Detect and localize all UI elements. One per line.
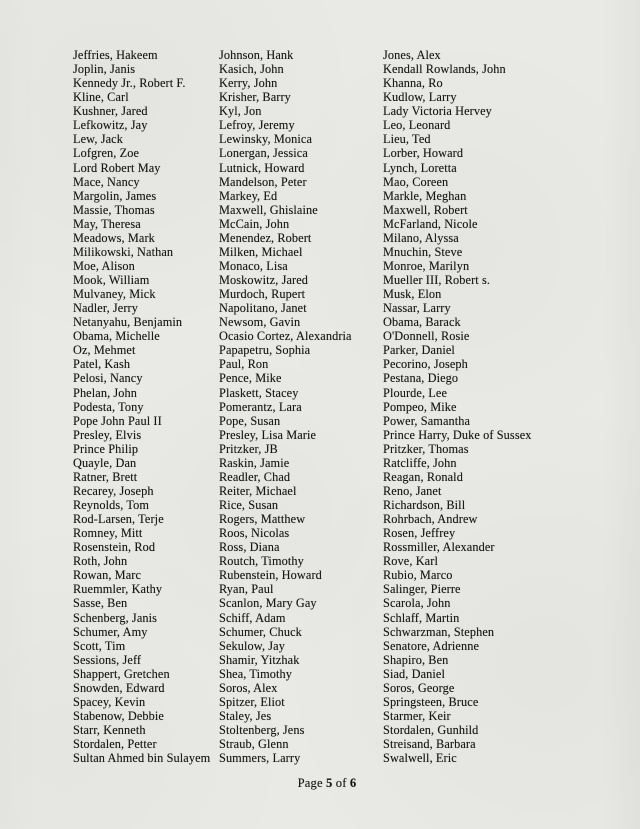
list-item: Sekulow, Jay [219, 638, 285, 653]
list-item: Pompeo, Mike [383, 399, 457, 414]
list-item: Monroe, Marilyn [383, 258, 470, 273]
name-list-column-2 [219, 48, 352, 765]
list-item: Scanlon, Mary Gay [219, 596, 317, 611]
list-item: Rowan, Marc [73, 568, 142, 583]
list-item: Prince Philip [73, 441, 139, 456]
footer-page-number: 5 [326, 776, 333, 790]
list-item: Massie, Thomas [73, 202, 155, 217]
page-footer [0, 776, 640, 791]
list-item: Soros, George [383, 680, 455, 695]
list-item: Rosen, Jeffrey [383, 526, 456, 541]
list-item: O'Donnell, Rosie [383, 329, 470, 344]
list-item: Menendez, Robert [219, 230, 312, 245]
list-item: Swalwell, Eric [383, 751, 457, 766]
list-item: Monaco, Lisa [219, 258, 288, 273]
list-item: Sultan Ahmed bin Sulayem [73, 751, 211, 766]
list-item: Plourde, Lee [383, 385, 448, 400]
list-item: Straub, Glenn [219, 737, 289, 752]
list-item: Reagan, Ronald [383, 469, 463, 484]
list-item: Milikowski, Nathan [73, 244, 174, 259]
list-item: Jones, Alex [383, 48, 441, 62]
list-item: Paul, Ron [219, 357, 269, 372]
list-item: Rubio, Marco [383, 568, 453, 583]
list-item: Maxwell, Ghislaine [219, 202, 318, 217]
list-item: Khanna, Ro [383, 76, 443, 91]
list-item: Patel, Kash [73, 357, 131, 372]
footer-total-pages: 6 [349, 776, 357, 790]
list-item: Snowden, Edward [73, 680, 165, 695]
list-item: Mueller III, Robert s. [383, 273, 491, 287]
list-item: Recarey, Joseph [73, 483, 154, 498]
footer-of-word: of [335, 776, 347, 790]
list-item: Lutnick, Howard [219, 160, 305, 175]
list-item: Kerry, John [219, 76, 278, 91]
list-item: Mace, Nancy [73, 174, 140, 189]
list-item: Presley, Elvis [73, 427, 142, 442]
list-item: Johnson, Hank [219, 48, 294, 62]
list-item: Nadler, Jerry [73, 301, 138, 316]
list-item: Milano, Alyssa [383, 230, 459, 245]
list-item: Sasse, Ben [73, 596, 128, 611]
list-item: Spacey, Kevin [73, 694, 146, 709]
list-item: Scarola, John [383, 596, 451, 611]
list-item: Musk, Elon [383, 287, 442, 302]
list-item: McCain, John [219, 216, 290, 231]
list-item: Markle, Meghan [383, 188, 467, 203]
list-item: Rogers, Matthew [219, 512, 306, 527]
list-item: Schumer, Chuck [219, 624, 302, 639]
list-item: Moe, Alison [73, 258, 135, 273]
list-item: Kendall Rowlands, John [383, 62, 506, 77]
list-item: Lonergan, Jessica [219, 146, 308, 161]
list-item: Margolin, James [73, 188, 157, 203]
list-item: Mook, William [73, 273, 150, 287]
list-item: Moskowitz, Jared [219, 273, 309, 287]
list-item: Obama, Barack [383, 315, 461, 330]
list-item: Murdoch, Rupert [219, 287, 306, 302]
list-item: Lorber, Howard [383, 146, 464, 161]
list-item: Ratcliffe, John [383, 455, 457, 470]
list-item: Parker, Daniel [383, 343, 455, 358]
list-item: Kasich, John [219, 62, 284, 77]
list-item: Ross, Diana [219, 540, 280, 555]
list-item: Shappert, Gretchen [73, 666, 170, 681]
list-item: Power, Samantha [383, 413, 471, 428]
list-item: Rohrbach, Andrew [383, 512, 478, 527]
list-item: Schenberg, Janis [73, 610, 158, 625]
list-item: Summers, Larry [219, 751, 301, 766]
list-item: Soros, Alex [219, 680, 278, 695]
list-item: Presley, Lisa Marie [219, 427, 317, 442]
list-item: Mandelson, Peter [219, 174, 307, 189]
list-item: Shapiro, Ben [383, 652, 449, 667]
list-item: Shamir, Yitzhak [219, 652, 300, 667]
name-list-column-1 [73, 48, 210, 765]
list-item: Senatore, Adrienne [383, 638, 480, 653]
list-item: Spitzer, Eliot [219, 694, 285, 709]
list-item: Leo, Leonard [383, 118, 451, 133]
list-item: Kline, Carl [73, 90, 129, 105]
list-item: Pope John Paul II [73, 413, 162, 428]
list-item: Stordalen, Petter [73, 737, 157, 752]
list-item: Pritzker, Thomas [383, 441, 469, 456]
list-item: Stoltenberg, Jens [219, 723, 305, 737]
list-item: Reno, Janet [383, 483, 442, 498]
list-item: Kyl, Jon [219, 104, 262, 119]
list-item: Schwarzman, Stephen [383, 624, 495, 639]
list-item: Schlaff, Martin [383, 610, 460, 625]
name-list-column-3 [383, 48, 532, 765]
list-item: Ocasio Cortez, Alexandria [219, 329, 352, 344]
list-item: Netanyahu, Benjamin [73, 315, 183, 330]
list-item: Readler, Chad [219, 469, 291, 484]
list-item: Rossmiller, Alexander [383, 540, 495, 555]
list-item: Schumer, Amy [73, 624, 148, 639]
list-item: Starmer, Keir [383, 708, 451, 723]
list-item: Milken, Michael [219, 244, 303, 259]
list-item: Springsteen, Bruce [383, 694, 479, 709]
list-item: Rove, Karl [383, 554, 438, 569]
list-item: Lieu, Ted [383, 132, 431, 147]
list-item: Mulvaney, Mick [73, 287, 156, 302]
list-item: Mnuchin, Steve [383, 244, 463, 259]
list-item: Schiff, Adam [219, 610, 286, 625]
list-item: Phelan, John [73, 385, 138, 400]
list-item: Krisher, Barry [219, 90, 291, 105]
list-item: Starr, Kenneth [73, 723, 146, 737]
list-item: Scott, Tim [73, 638, 126, 653]
list-item: Oz, Mehmet [73, 343, 136, 358]
list-item: Romney, Mitt [73, 526, 143, 541]
list-item: Nassar, Larry [383, 301, 451, 316]
list-item: Kennedy Jr., Robert F. [73, 76, 186, 91]
list-item: Lady Victoria Hervey [383, 104, 492, 119]
list-item: Pope, Susan [219, 413, 281, 428]
list-item: Siad, Daniel [383, 666, 445, 681]
list-item: Shea, Timothy [219, 666, 293, 681]
list-item: Pestana, Diego [383, 371, 459, 386]
list-item: Routch, Timothy [219, 554, 304, 569]
list-item: Staley, Jes [219, 708, 272, 723]
list-item: Mao, Coreen [383, 174, 449, 189]
list-item: Richardson, Bill [383, 498, 466, 512]
list-item: Rod-Larsen, Terje [73, 512, 164, 527]
list-item: Rice, Susan [219, 498, 279, 512]
list-item: Lefroy, Jeremy [219, 118, 295, 133]
list-item: Papapetru, Sophia [219, 343, 311, 358]
list-item: Lofgren, Zoe [73, 146, 140, 161]
list-item: Quayle, Dan [73, 455, 137, 470]
list-item: Kushner, Jared [73, 104, 148, 119]
list-item: Reynolds, Tom [73, 498, 150, 512]
list-item: Pelosi, Nancy [73, 371, 143, 386]
list-item: Newsom, Gavin [219, 315, 301, 330]
list-item: Reiter, Michael [219, 483, 297, 498]
list-item: Prince Harry, Duke of Sussex [383, 427, 532, 442]
list-item: Pence, Mike [219, 371, 282, 386]
list-item: Kudlow, Larry [383, 90, 457, 105]
list-item: Ruemmler, Kathy [73, 582, 163, 597]
list-item: Lord Robert May [73, 160, 161, 175]
list-item: Markey, Ed [219, 188, 278, 203]
list-item: Lefkowitz, Jay [73, 118, 148, 133]
list-item: Jeffries, Hakeem [73, 48, 158, 62]
list-item: Napolitano, Janet [219, 301, 307, 316]
list-item: Salinger, Pierre [383, 582, 461, 597]
list-item: Podesta, Tony [73, 399, 144, 414]
list-item: Pecorino, Joseph [383, 357, 468, 372]
list-item: Pomerantz, Lara [219, 399, 302, 414]
list-item: Lewinsky, Monica [219, 132, 313, 147]
list-item: Meadows, Mark [73, 230, 155, 245]
list-item: Sessions, Jeff [73, 652, 142, 667]
list-item: Ratner, Brett [73, 469, 138, 484]
list-item: Obama, Michelle [73, 329, 160, 344]
list-item: Stabenow, Debbie [73, 708, 164, 723]
list-item: May, Theresa [73, 216, 141, 231]
list-item: Roos, Nicolas [219, 526, 290, 541]
list-item: Lew, Jack [73, 132, 123, 147]
list-item: Ryan, Paul [219, 582, 274, 597]
footer-page-word: Page [297, 776, 323, 790]
list-item: Plaskett, Stacey [219, 385, 299, 400]
list-item: Maxwell, Robert [383, 202, 468, 217]
list-item: McFarland, Nicole [383, 216, 478, 231]
list-item: Stordalen, Gunhild [383, 723, 479, 737]
list-item: Rubenstein, Howard [219, 568, 322, 583]
list-item: Pritzker, JB [219, 441, 278, 456]
list-item: Streisand, Barbara [383, 737, 476, 752]
list-item: Rosenstein, Rod [73, 540, 156, 555]
list-item: Roth, John [73, 554, 128, 569]
list-item: Raskin, Jamie [219, 455, 290, 470]
list-item: Joplin, Janis [73, 62, 136, 77]
list-item: Lynch, Loretta [383, 160, 457, 175]
